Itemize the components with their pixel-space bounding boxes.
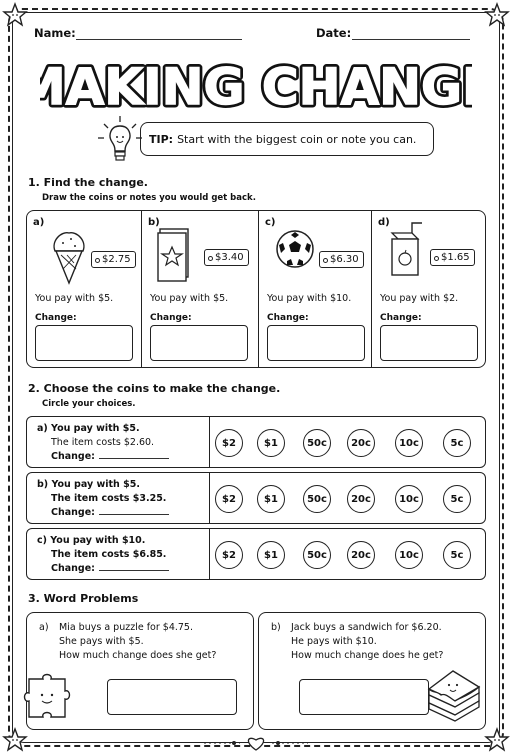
word-problem-b [258, 612, 486, 730]
card-letter: a) [33, 217, 45, 228]
problem-letter: a) [39, 622, 49, 633]
problem-text [291, 621, 443, 663]
heart-ornament-icon [200, 734, 312, 752]
change-label: Change: [51, 563, 95, 574]
section-1-title: 1. Find the change. [28, 176, 148, 189]
card-d [372, 211, 485, 367]
coin-5c[interactable]: 5c [443, 541, 471, 569]
sandwich-icon [423, 665, 485, 731]
coin-row-text [37, 478, 169, 520]
coin-5c[interactable]: 5c [443, 485, 471, 513]
name-label: Name: [34, 26, 76, 40]
book-icon [154, 225, 194, 289]
card-letter: c) [265, 217, 276, 228]
change-label: Change: [380, 313, 422, 323]
date-field[interactable] [352, 39, 470, 40]
problem-line: Mia buys a puzzle for $4.75. [59, 622, 193, 633]
card-letter: b) [148, 217, 160, 228]
coin-row-text [37, 534, 169, 576]
price-tag: $6.30 [319, 251, 364, 268]
star-icon [2, 2, 28, 28]
change-label: Change: [51, 451, 95, 462]
row-pay-text: b) You pay with $5. [37, 479, 140, 490]
title-outline: MAKING CHANG [40, 58, 463, 116]
row-cost-text: The item costs $6.85. [51, 549, 167, 560]
pay-text: You pay with $5. [150, 293, 229, 304]
price-tag: $3.40 [204, 249, 249, 266]
section-2-title: 2. Choose the coins to make the change. [28, 382, 281, 395]
name-field[interactable] [76, 39, 242, 40]
change-answer-line[interactable] [99, 506, 169, 515]
row-cost-text: The item costs $3.25. [51, 493, 167, 504]
problem-letter: b) [271, 622, 281, 633]
change-label: Change: [267, 313, 309, 323]
divider [209, 417, 210, 467]
tip-box [140, 122, 434, 156]
star-icon [2, 727, 28, 753]
coin-50c[interactable]: 50c [303, 541, 331, 569]
coin-1-dollar[interactable]: $1 [257, 429, 285, 457]
problem-line: Jack buys a sandwich for $6.20. [291, 622, 442, 633]
coin-row-text [37, 422, 169, 464]
coin-2-dollar[interactable]: $2 [215, 485, 243, 513]
star-icon [484, 2, 510, 28]
coin-2-dollar[interactable]: $2 [215, 429, 243, 457]
coin-20c[interactable]: 20c [347, 429, 375, 457]
coin-50c[interactable]: 50c [303, 429, 331, 457]
change-answer-line[interactable] [99, 450, 169, 459]
coin-1-dollar[interactable]: $1 [257, 541, 285, 569]
coin-row-a [26, 416, 486, 468]
coin-20c[interactable]: 20c [347, 541, 375, 569]
date-label: Date: [316, 26, 352, 40]
coin-10c[interactable]: 10c [395, 541, 423, 569]
answer-box[interactable] [107, 679, 237, 715]
ice-cream-icon [49, 225, 89, 291]
word-problem-a [26, 612, 254, 730]
problem-line: How much change does he get? [291, 650, 444, 661]
coin-1-dollar[interactable]: $1 [257, 485, 285, 513]
row-pay-text: a) You pay with $5. [37, 423, 140, 434]
title-text: MAKING CHANG [40, 58, 463, 116]
tip-label: TIP: [149, 132, 174, 146]
header-row [34, 24, 474, 44]
pay-text: You pay with $2. [380, 293, 459, 304]
pay-text: You pay with $10. [267, 293, 352, 304]
tip-text: Start with the biggest coin or note you can. [177, 132, 417, 146]
coin-row-c [26, 528, 486, 580]
page-title [40, 48, 472, 118]
coin-5c[interactable]: 5c [443, 429, 471, 457]
soccer-ball-icon [275, 229, 315, 273]
problem-line: She pays with $5. [59, 636, 144, 647]
find-change-cards [26, 210, 486, 368]
section-3-title: 3. Word Problems [28, 592, 139, 605]
change-answer-line[interactable] [99, 562, 169, 571]
juice-box-icon [386, 219, 428, 285]
card-a [27, 211, 142, 367]
coin-50c[interactable]: 50c [303, 485, 331, 513]
divider [209, 473, 210, 523]
puzzle-piece-icon [23, 665, 77, 729]
pay-text: You pay with $5. [35, 293, 114, 304]
lightbulb-icon [96, 114, 144, 168]
coin-10c[interactable]: 10c [395, 429, 423, 457]
coin-2-dollar[interactable]: $2 [215, 541, 243, 569]
change-answer-box[interactable] [380, 325, 478, 361]
coin-10c[interactable]: 10c [395, 485, 423, 513]
problem-line: How much change does she get? [59, 650, 217, 661]
change-label: Change: [51, 507, 95, 518]
price-tag: $2.75 [91, 251, 136, 268]
problem-text [59, 621, 216, 663]
row-pay-text: c) You pay with $10. [37, 535, 146, 546]
divider [209, 529, 210, 579]
card-c [259, 211, 372, 367]
price-tag: $1.65 [430, 249, 475, 266]
coin-20c[interactable]: 20c [347, 485, 375, 513]
card-b [142, 211, 259, 367]
change-label: Change: [35, 313, 77, 323]
answer-box[interactable] [299, 679, 429, 715]
change-answer-box[interactable] [267, 325, 365, 361]
change-answer-box[interactable] [35, 325, 133, 361]
section-2-subtitle: Circle your choices. [42, 399, 136, 409]
row-cost-text: The item costs $2.60. [51, 437, 155, 448]
card-letter: d) [378, 217, 390, 228]
star-icon [484, 727, 510, 753]
change-label: Change: [150, 313, 192, 323]
section-1-subtitle: Draw the coins or notes you would get back. [42, 193, 256, 203]
problem-line: He pays with $10. [291, 636, 377, 647]
change-answer-box[interactable] [150, 325, 248, 361]
coin-row-b [26, 472, 486, 524]
